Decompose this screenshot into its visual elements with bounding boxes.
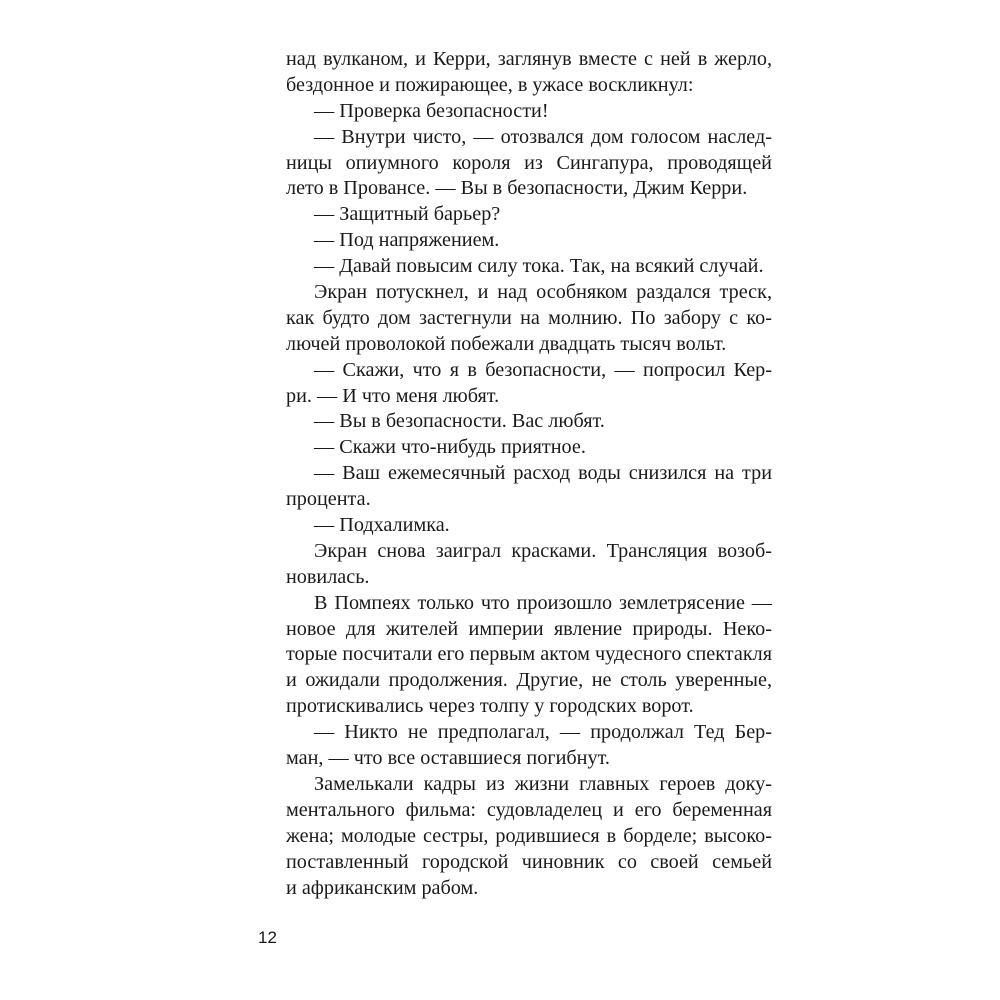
text-line: новое для жителей империи явление природы. Неко- xyxy=(286,617,772,640)
text-line: ри. — И что меня любят. xyxy=(286,384,500,407)
body-text xyxy=(286,47,772,901)
text-line: Экран снова заиграл красками. Трансляция возоб- xyxy=(314,539,772,562)
text-line: — Вы в безопасности. Вас любят. xyxy=(314,410,605,433)
text-line: ницы опиумного короля из Сингапура, проводящей xyxy=(286,151,772,174)
text-line: — Никто не предполагал, — продолжал Тед Бер- xyxy=(314,721,772,744)
text-line: — Давай повысим силу тока. Так, на всякий случай. xyxy=(314,255,764,278)
text-line: В Помпеях только что произошло землетрясение — xyxy=(314,591,772,614)
text-line: над вулканом, и Керри, заглянув вместе с ней в жерло, xyxy=(286,48,772,70)
text-line: лето в Провансе. — Вы в безопасности, Джим Керри. xyxy=(286,177,748,200)
text-line: ментального фильма: судовладелец и его беременная xyxy=(286,798,772,821)
text-line: процента. xyxy=(286,488,371,511)
text-line: новилась. xyxy=(286,565,370,588)
text-line: — Подхалимка. xyxy=(314,514,450,537)
text-line: как будто дом застегнули на молнию. По забору с ко- xyxy=(286,306,772,329)
text-line: бездонное и пожирающее, в ужасе воскликнул: xyxy=(286,73,694,96)
text-line: — Под напряжением. xyxy=(314,229,500,252)
text-line: протискивались через толпу у городских ворот. xyxy=(286,695,694,718)
text-line: — Скажи что-нибудь приятное. xyxy=(314,436,586,459)
text-line: — Скажи, что я в безопасности, — попросил Кер- xyxy=(314,358,772,381)
text-line: торые посчитали его первым актом чудесного спектакля xyxy=(286,643,772,666)
page-number: 12 xyxy=(258,928,277,947)
text-line: и африканским рабом. xyxy=(286,876,479,899)
text-line: и ожидали продолжения. Другие, не столь уверенные, xyxy=(286,669,772,692)
text-line: — Проверка безопасности! xyxy=(314,99,549,122)
text-line: — Защитный барьер? xyxy=(314,203,501,226)
text-line: — Ваш ежемесячный расход воды снизился на три xyxy=(314,462,772,485)
text-line: жена; молодые сестры, родившиеся в борделе; высоко- xyxy=(286,824,772,847)
text-line: Экран потускнел, и над особняком раздался треск, xyxy=(314,281,772,304)
text-line: ман, — что все оставшиеся погибнут. xyxy=(286,747,610,770)
text-line: лючей проволокой побежали двадцать тысяч вольт. xyxy=(286,332,727,355)
text-line: поставленный городской чиновник со своей семьей xyxy=(286,850,772,873)
text-line: — Внутри чисто, — отозвался дом голосом наслед- xyxy=(314,125,772,148)
text-line: Замелькали кадры из жизни главных героев доку- xyxy=(314,772,772,795)
